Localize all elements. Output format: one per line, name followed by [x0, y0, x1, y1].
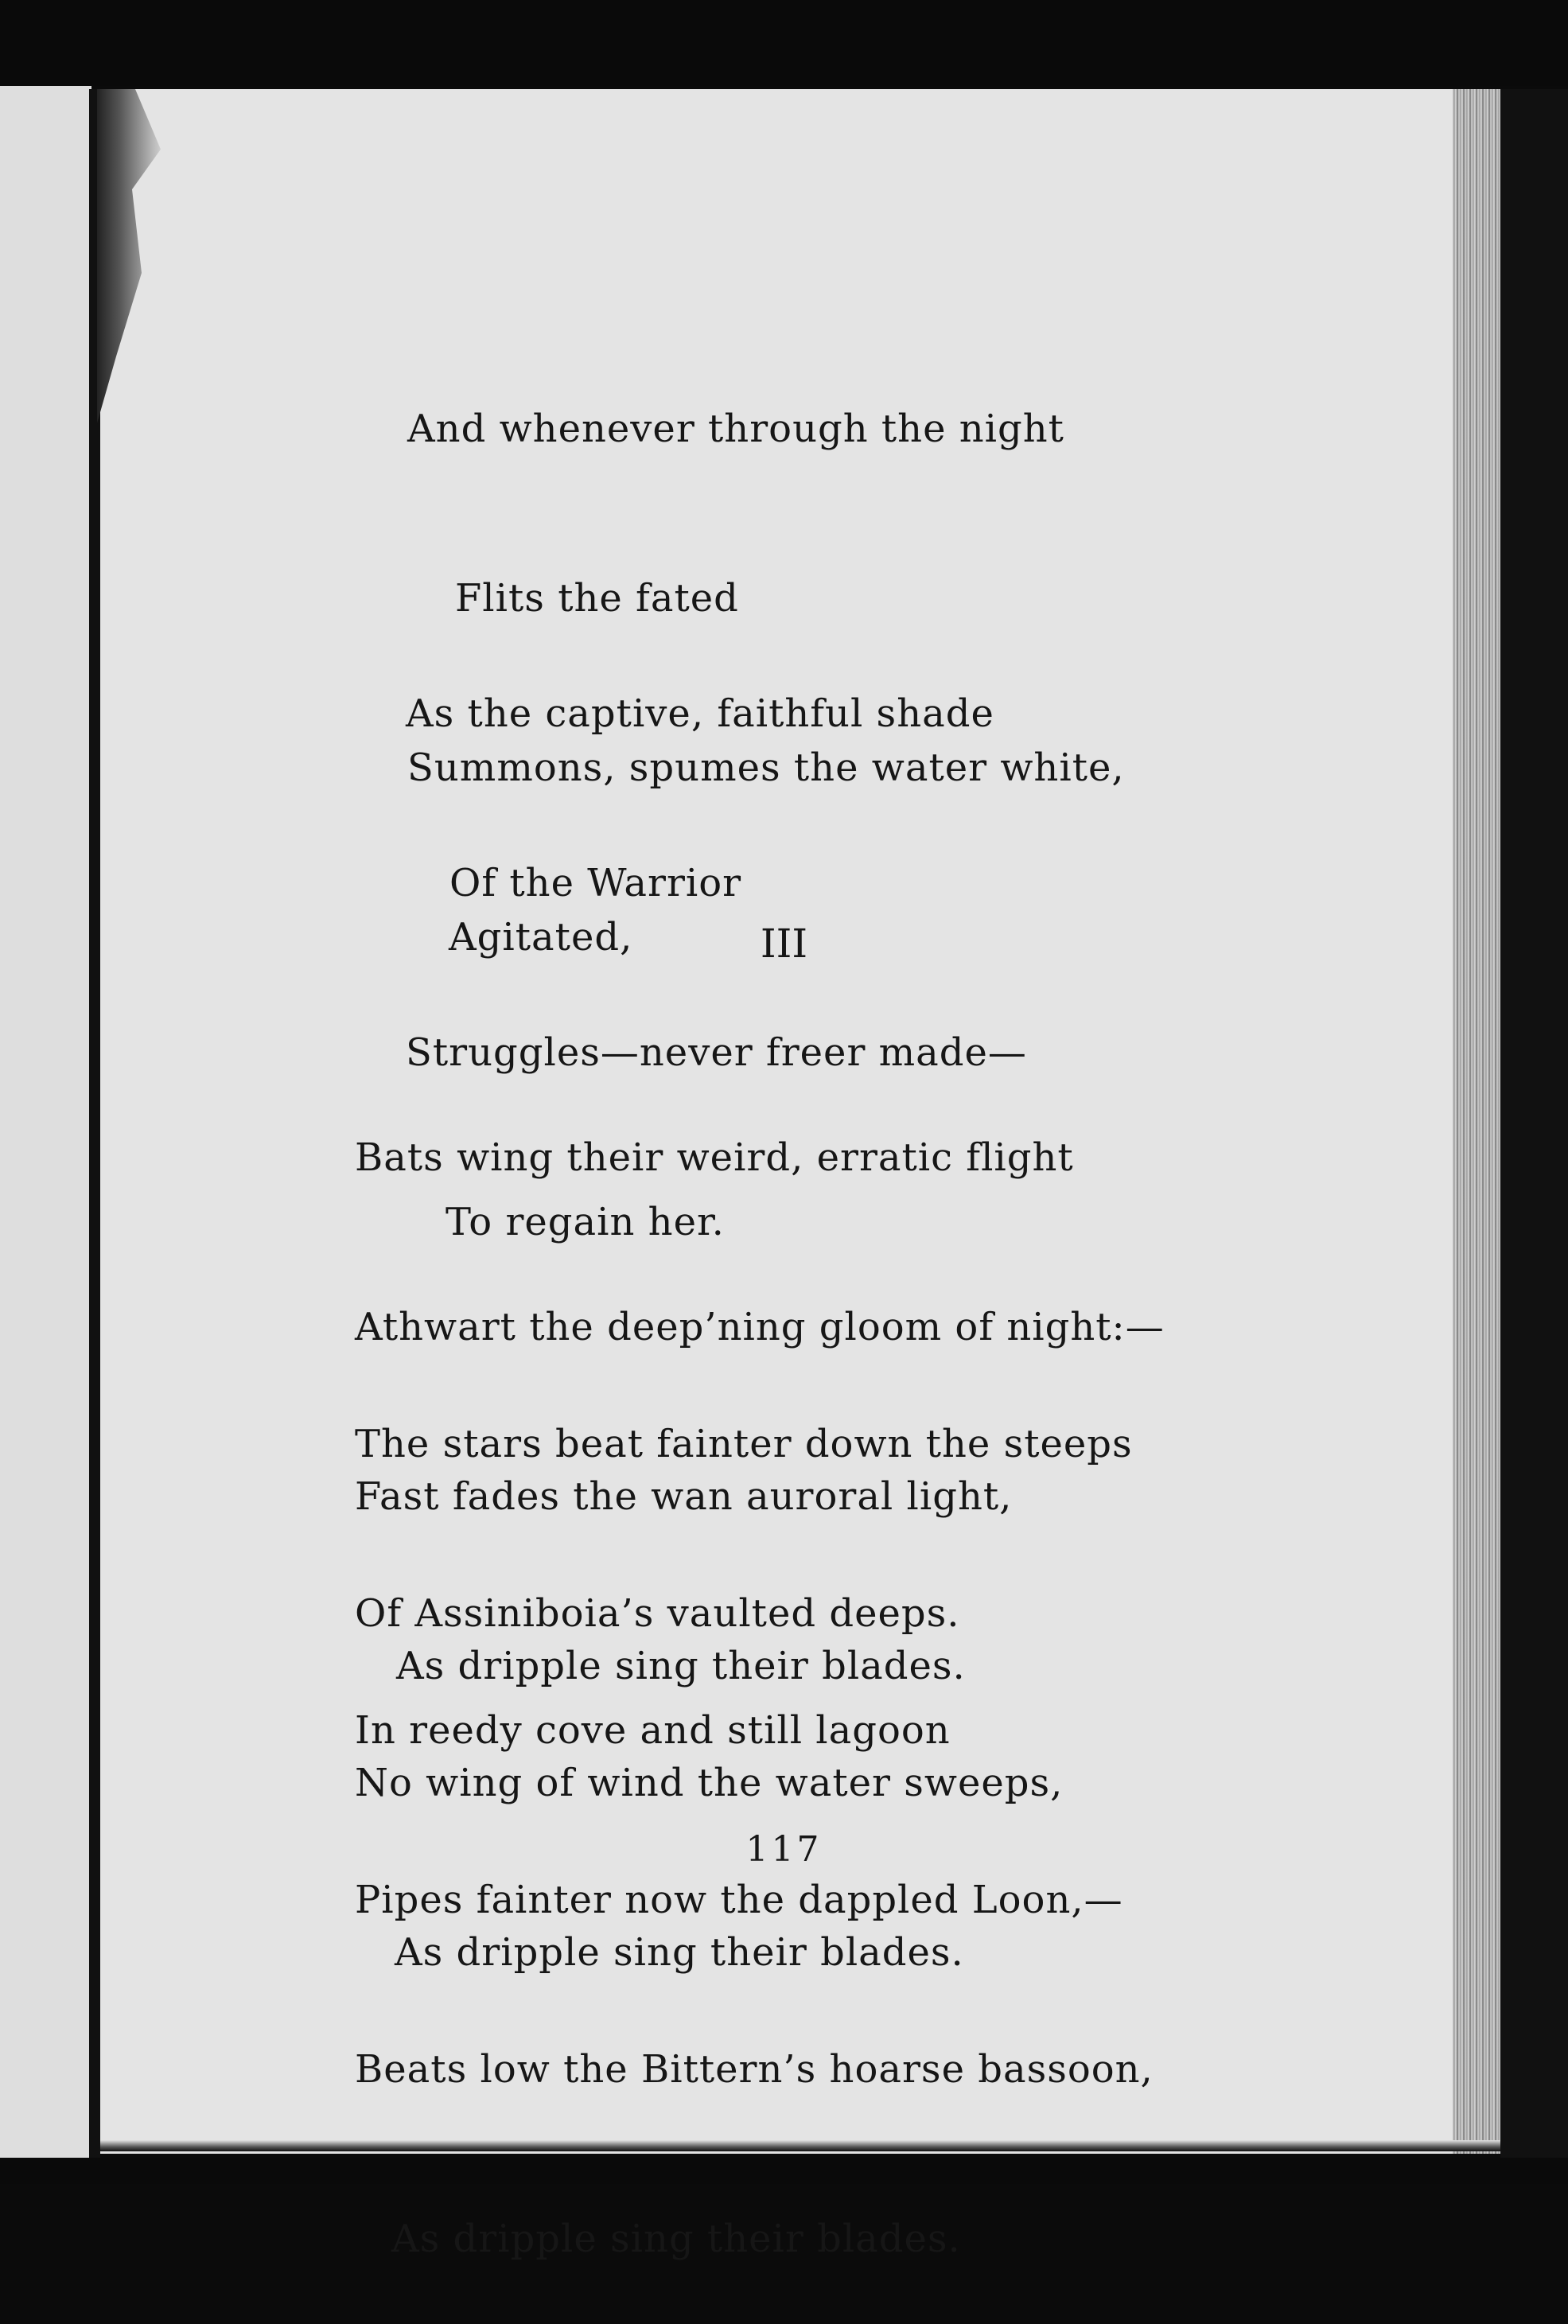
verse-line: Pipes fainter now the dappled Loon,—: [355, 1878, 1123, 1922]
verse-line: Fast fades the wan auroral light,: [355, 1474, 1013, 1519]
verse-line: No wing of wind the water sweeps,: [355, 1761, 1064, 1805]
verse-line: Of Assiniboia’s vaulted deeps.: [355, 1591, 960, 1636]
stanza: [355, 1590, 1154, 2324]
scan-top-border: [0, 0, 1568, 86]
verse-line: As the captive, faithful shade: [406, 691, 994, 736]
verse-line: Beats low the Bittern’s hoarse bassoon,: [355, 2047, 1154, 2092]
verse-line: Summons, spumes the water white,: [407, 745, 1125, 790]
verse-line: The stars beat fainter down the steeps: [355, 1422, 1133, 1466]
verse-line: Struggles—never freer made—: [406, 1030, 1027, 1075]
verse-line: Bats wing their weird, erratic flight: [355, 1135, 1074, 1180]
section-heading: III: [760, 921, 808, 967]
verse-line: In reedy cove and still lagoon: [355, 1708, 951, 1753]
verse-line: Agitated,: [449, 915, 633, 960]
verse-line: As dripple sing their blades.: [396, 1644, 966, 1688]
verse-line: To regain her.: [445, 1200, 725, 1244]
verse-line: Of the Warrior: [449, 861, 742, 905]
verse-line: Flits the fated: [455, 576, 739, 621]
verse-line: And whenever through the night: [407, 407, 1064, 451]
verse-line: As dripple sing their blades.: [395, 1930, 964, 1975]
verse-line: Athwart the deep’ning gloom of night:—: [355, 1305, 1165, 1349]
verse-line: As dripple sing their blades.: [391, 2217, 961, 2261]
page-number: 117: [745, 1829, 823, 1870]
